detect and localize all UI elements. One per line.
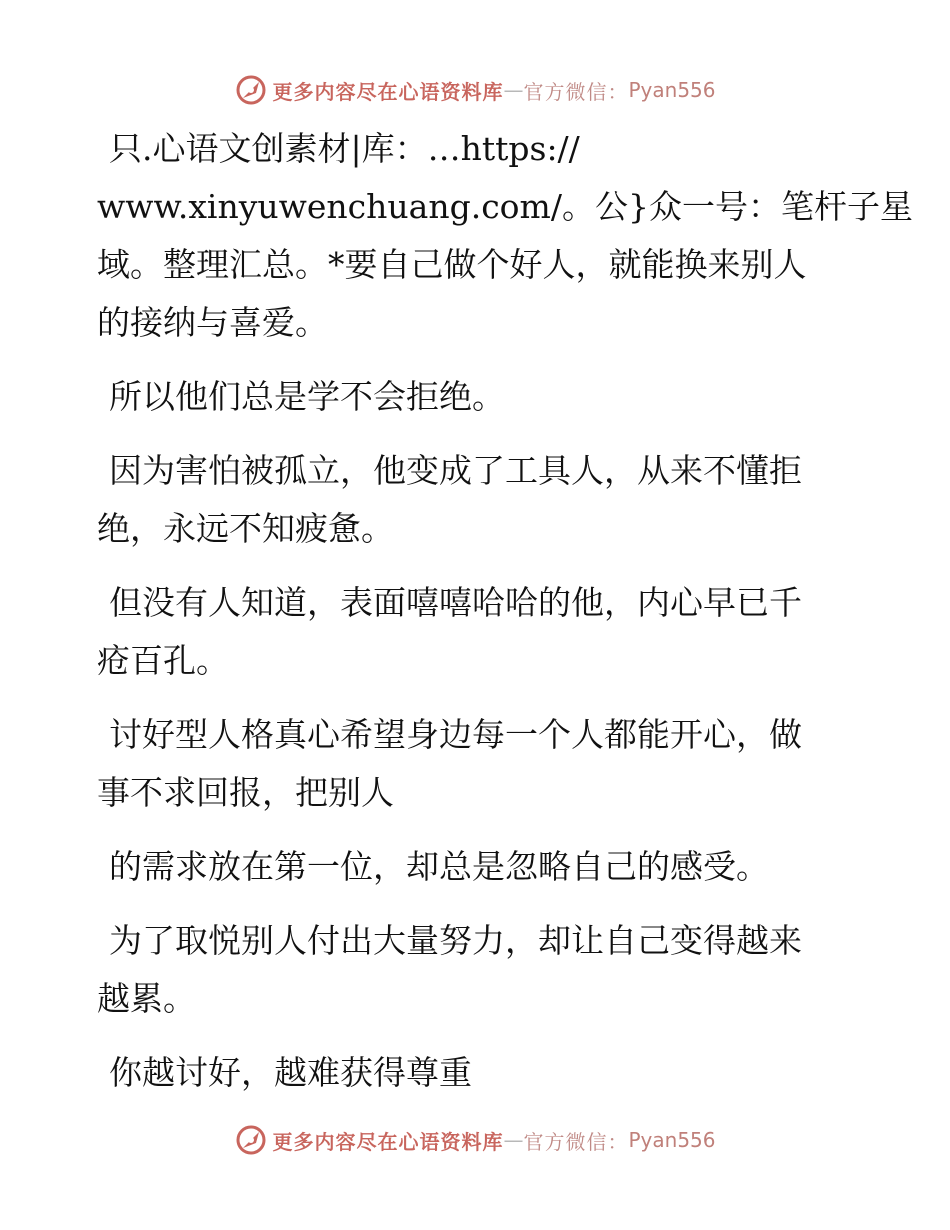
document-body [97, 120, 913, 1118]
separator-dash: — [503, 1128, 524, 1152]
paragraph [97, 120, 913, 352]
wechat-label: 官方微信： [523, 1129, 629, 1154]
quill-logo-icon [234, 73, 268, 107]
text-line: 的需求放在第一位，却总是忽略自己的感受。 [109, 847, 769, 886]
text-line: www.xinyuwenchuang.com/。公}众一号：笔杆子星 [97, 187, 913, 226]
footer-watermark-banner [0, 1120, 950, 1160]
text-line: 但没有人知道，表面嘻嘻哈哈的他，内心早已千 [109, 583, 802, 622]
text-line: 你越讨好，越难获得尊重 [109, 1053, 472, 1092]
text-line: 所以他们总是学不会拒绝。 [109, 377, 505, 416]
header-watermark-banner [0, 70, 950, 110]
brand-text: 更多内容尽在心语资料库 [272, 79, 504, 104]
wechat-id: Pyan556 [628, 78, 716, 102]
text-line: 绝，永远不知疲惫。 [97, 509, 394, 548]
paragraph [97, 706, 857, 822]
paragraph [97, 912, 857, 1028]
text-line: 事不求回报，把别人 [97, 773, 394, 812]
text-line: 的接纳与喜爱。 [97, 303, 328, 342]
text-line: 为了取悦别人付出大量努力，却让自己变得越来 [109, 921, 802, 960]
wechat-id: Pyan556 [628, 1128, 716, 1152]
text-line: 因为害怕被孤立，他变成了工具人，从来不懂拒 [109, 451, 802, 490]
paragraph [97, 574, 857, 690]
text-line: 只.心语文创素材|库：…https:// [109, 129, 580, 168]
text-line: 域。整理汇总。*要自己做个好人，就能换来别人 [97, 245, 807, 284]
separator-dash: — [503, 78, 524, 102]
brand-text: 更多内容尽在心语资料库 [272, 1129, 504, 1154]
wechat-label: 官方微信： [523, 79, 629, 104]
text-line: 越累。 [97, 979, 196, 1018]
paragraph [97, 442, 857, 558]
paragraph [97, 838, 857, 896]
text-line: 疮百孔。 [97, 641, 229, 680]
quill-logo-icon [234, 1123, 268, 1157]
text-line: 讨好型人格真心希望身边每一个人都能开心，做 [109, 715, 802, 754]
paragraph [97, 368, 857, 426]
paragraph [97, 1044, 857, 1102]
